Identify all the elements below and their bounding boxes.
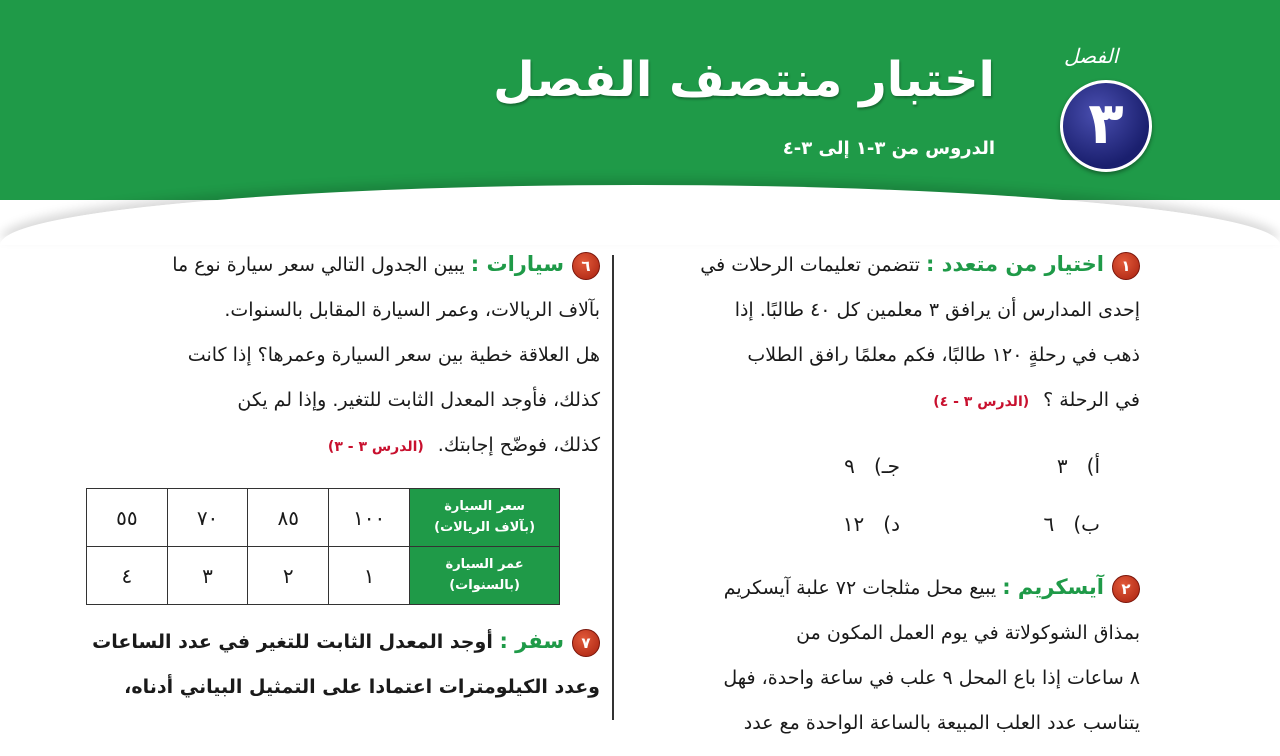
question-number-7: ٧: [572, 629, 600, 657]
q1-text-end: في الرحلة ؟: [1043, 389, 1140, 411]
lessons-range: الدروس من ٣-١ إلى ٣-٤: [782, 138, 995, 159]
question-number-2: ٢: [1112, 575, 1140, 603]
page-title: اختبار منتصف الفصل: [493, 52, 995, 108]
option-value: ٦: [1043, 512, 1055, 536]
lesson-ref: (الدرس ٣ - ٤): [933, 394, 1030, 410]
question-number-6: ٦: [572, 252, 600, 280]
q2-line-1: [625, 565, 1140, 611]
left-column: [85, 242, 600, 720]
table-cell: ٢: [248, 547, 329, 605]
option-b[interactable]: [900, 495, 1100, 553]
option-value: ٩: [844, 454, 855, 478]
q2-keyword: آيسكريم :: [1002, 575, 1104, 599]
q1-line-3: ذهب في رحلةٍ ١٢٠ طالبًا، فكم معلمًا رافق الطلاب: [747, 344, 1140, 366]
right-column: [625, 242, 1140, 756]
q1-line-2: إحدى المدارس أن يرافق ٣ معلمين كل ٤٠ طالبًا. إذا: [734, 299, 1140, 321]
q2-line-2: بمذاق الشوكولاتة في يوم العمل المكون من: [796, 622, 1140, 644]
options-grid: [625, 437, 1140, 553]
chapter-number-badge: ٣: [1060, 80, 1152, 172]
row-header: [410, 547, 560, 605]
q2-text: يبيع محل مثلجات ٧٢ علبة آيسكريم: [723, 577, 997, 599]
q1-line-1: [625, 242, 1140, 288]
q1-line-4: [625, 378, 1140, 425]
option-label: جـ): [873, 454, 900, 478]
q7-line-1: [85, 619, 600, 665]
q2-line-3: ٨ ساعات إذا باع المحل ٩ علب في ساعة واحدة، فهل: [723, 667, 1140, 689]
q6-text-end: كذلك، فوضّح إجابتك.: [437, 434, 600, 456]
q6-line-4: كذلك، فأوجد المعدل الثابت للتغير. وإذا لم يكن: [237, 389, 600, 411]
header-line: (بآلاف الريالات): [434, 519, 536, 535]
option-label: ب): [1073, 512, 1100, 536]
q1-text: تتضمن تعليمات الرحلات في: [700, 254, 920, 276]
option-value: ٣: [1056, 454, 1068, 478]
q2-line-4: يتناسب عدد العلب المبيعة بالساعة الواحدة مع عدد: [743, 712, 1140, 734]
option-a[interactable]: [900, 437, 1100, 495]
q6-line-2: بآلاف الريالات، وعمر السيارة المقابل بالسنوات.: [224, 299, 600, 321]
chapter-header: [0, 0, 1280, 200]
option-label: أ): [1086, 454, 1100, 478]
question-2: [625, 565, 1140, 746]
question-1: [625, 242, 1140, 553]
header-line: (بالسنوات): [449, 577, 520, 593]
q7-text: أوجد المعدل الثابت للتغير في عدد الساعات: [92, 631, 493, 653]
table-row: [87, 489, 560, 547]
table-cell: ٧٠: [167, 489, 248, 547]
q6-text: يبين الجدول التالي سعر سيارة نوع ما: [172, 254, 465, 276]
q6-line-1: [85, 242, 600, 288]
q6-line-5: [85, 423, 600, 470]
lesson-ref: (الدرس ٣ - ٣): [327, 439, 424, 455]
question-6: [85, 242, 600, 605]
header-line: عمر السيارة: [445, 556, 524, 572]
q1-keyword: اختيار من متعدد :: [925, 252, 1104, 276]
table-cell: ٥٥: [87, 489, 168, 547]
option-label: د): [883, 512, 900, 536]
table-row: [87, 547, 560, 605]
car-price-table: [86, 488, 560, 605]
option-c[interactable]: [700, 437, 900, 495]
table-cell: ٤: [87, 547, 168, 605]
question-7: [85, 619, 600, 710]
table-cell: ٨٥: [248, 489, 329, 547]
q7-keyword: سفر :: [499, 629, 564, 653]
option-d[interactable]: [700, 495, 900, 553]
table-cell: ١٠٠: [329, 489, 410, 547]
header-line: سعر السيارة: [444, 498, 525, 514]
option-value: ١٢: [842, 512, 865, 536]
question-number-1: ١: [1112, 252, 1140, 280]
q7-line-2: وعدد الكيلومترات اعتمادا على التمثيل البياني أدناه،: [124, 676, 600, 698]
row-header: [410, 489, 560, 547]
table-cell: ١: [329, 547, 410, 605]
column-divider: [612, 255, 614, 720]
table-cell: ٣: [167, 547, 248, 605]
chapter-label: الفصل: [1064, 44, 1119, 68]
q6-line-3: هل العلاقة خطية بين سعر السيارة وعمرها؟ إذا كانت: [187, 344, 600, 366]
q6-keyword: سيارات :: [470, 252, 564, 276]
